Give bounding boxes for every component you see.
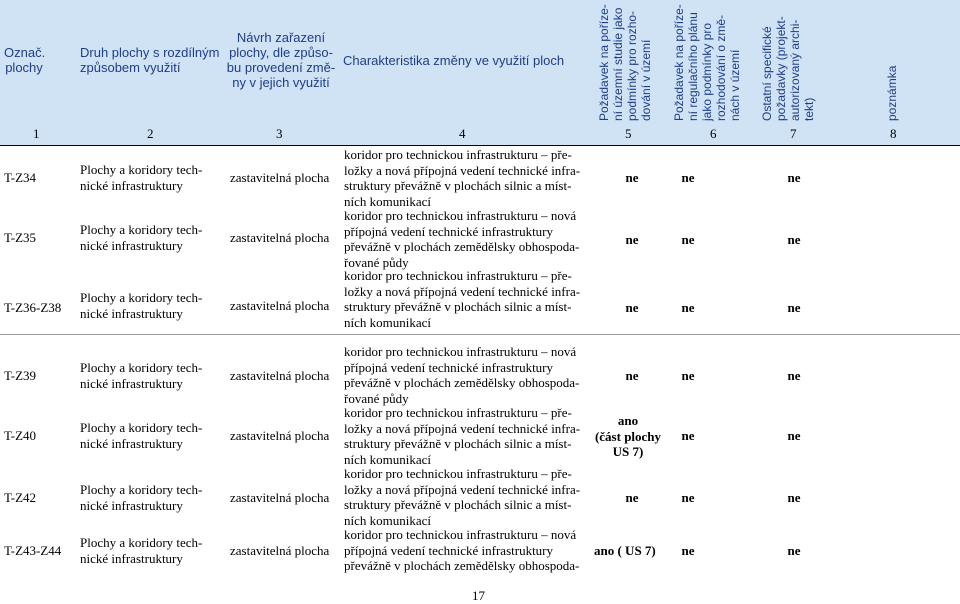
row-area-type — [80, 535, 210, 566]
colnum-4: 4 — [459, 126, 466, 141]
row-area-type-line1: Plochy a koridory tech- — [80, 482, 203, 497]
row-req-regulation: ne — [681, 300, 695, 315]
row-proposal: zastavitelná plocha — [230, 543, 330, 558]
row-area-type — [80, 420, 210, 451]
row-proposal: zastavitelná plocha — [230, 170, 330, 185]
req-special-line2: (část plochy — [594, 428, 662, 444]
row-description: koridor pro technickou infrastrukturu – pře- ložky a nová přípojná vedení technické infra- struktury převážně v plochách silnic a míst- ních komunikací — [344, 147, 581, 209]
header-proposal — [225, 30, 337, 90]
row-req-study-special: ano ( US 7) — [594, 543, 656, 558]
row-req-regulation: ne — [681, 428, 695, 443]
header-regulation-plan — [672, 0, 754, 123]
row-req-regulation: ne — [681, 490, 695, 505]
row-area-type-line2: nické infrastruktury — [80, 237, 183, 253]
row-req-regulation: ne — [681, 232, 695, 247]
header-regulation-plan-text: Požadavek na poříze- ní regulačního plánu jako podmínky pro rozhodování o změ- nách v území — [672, 4, 742, 121]
header-code — [4, 45, 44, 75]
row-code: T-Z40 — [4, 428, 37, 443]
req-special-line1: ano — [617, 413, 639, 428]
row-req-study-special — [588, 413, 668, 460]
row-proposal: zastavitelná plocha — [230, 490, 330, 505]
column-number-row — [0, 123, 960, 146]
header-code-line1: Označ. — [4, 45, 46, 60]
row-area-type-line2: nické infrastruktury — [80, 435, 183, 451]
row-req-study: ne — [625, 368, 639, 383]
row-area-type-line1: Plochy a koridory tech- — [80, 535, 203, 550]
row-code: T-Z39 — [4, 368, 37, 383]
colnum-6: 6 — [710, 126, 717, 141]
header-study-requirement-text: Požadavek na poříze- ní územní studie jako podmínky pro rozho- dování v území — [597, 4, 653, 121]
colnum-8: 8 — [890, 126, 897, 141]
header-study-requirement — [597, 0, 665, 123]
row-proposal: zastavitelná plocha — [230, 230, 330, 245]
colnum-5: 5 — [625, 126, 632, 141]
row-req-other: ne — [787, 232, 801, 247]
header-note-text: poznámka — [885, 65, 899, 121]
row-req-other: ne — [787, 368, 801, 383]
header-area-type — [80, 45, 230, 75]
row-proposal: zastavitelná plocha — [230, 368, 330, 383]
colnum-7: 7 — [790, 126, 797, 141]
row-description: koridor pro technickou infrastrukturu – pře- ložky a nová přípojná vedení technické infra- struktury převážně v plochách silnic a míst- ních komunikací — [344, 466, 581, 528]
colnum-2: 2 — [147, 126, 154, 141]
row-area-type — [80, 222, 210, 253]
colnum-3: 3 — [276, 126, 283, 141]
row-description: koridor pro technickou infrastrukturu – pře- ložky a nová přípojná vedení technické infra- struktury převážně v plochách silnic a míst- ních komunikací — [344, 405, 581, 467]
row-area-type — [80, 482, 210, 513]
row-proposal: zastavitelná plocha — [230, 428, 330, 443]
row-req-study: ne — [625, 490, 639, 505]
row-description: koridor pro technickou infrastrukturu – nová přípojná vedení technické infrastruktury převážně v plochách zemědělsky obhospoda- řované půdy — [344, 344, 580, 406]
row-area-type-line2: nické infrastruktury — [80, 375, 183, 391]
row-area-type-line1: Plochy a koridory tech- — [80, 222, 203, 237]
row-area-type-line2: nické infrastruktury — [80, 497, 183, 513]
row-area-type — [80, 162, 210, 193]
colnum-1: 1 — [33, 126, 40, 141]
row-area-type-line1: Plochy a koridory tech- — [80, 290, 203, 305]
row-req-other: ne — [787, 428, 801, 443]
row-req-study: ne — [625, 300, 639, 315]
req-special-line3: US 7) — [612, 444, 644, 459]
row-req-other: ne — [787, 543, 801, 558]
header-proposal-line3: bu provedení změ- — [226, 60, 336, 75]
row-req-regulation: ne — [681, 170, 695, 185]
row-area-type-line1: Plochy a koridory tech- — [80, 162, 203, 177]
row-area-type-line1: Plochy a koridory tech- — [80, 420, 203, 435]
header-other-requirements-text: Ostatní specifické požadavky (projekt- autorizovaný archi- tekt) — [760, 16, 816, 121]
row-area-type — [80, 290, 210, 321]
row-req-study: ne — [625, 170, 639, 185]
row-code: T-Z34 — [4, 170, 37, 185]
row-req-regulation: ne — [681, 543, 695, 558]
header-area-type-line1: Druh plochy s rozdílným — [80, 45, 220, 60]
row-code: T-Z43-Z44 — [4, 543, 62, 558]
row-code: T-Z42 — [4, 490, 37, 505]
header-proposal-line4: ny v jejich využití — [232, 75, 330, 90]
row-description: koridor pro technickou infrastrukturu – nová přípojná vedení technické infrastruktury převážně v plochách zemědělsky obhospoda- — [344, 527, 580, 573]
row-req-regulation: ne — [681, 368, 695, 383]
row-area-type-line2: nické infrastruktury — [80, 177, 183, 193]
row-req-study: ne — [625, 232, 639, 247]
row-area-type — [80, 360, 210, 391]
header-note — [885, 0, 905, 123]
row-description: koridor pro technickou infrastrukturu – nová přípojná vedení technické infrastruktury převážně v plochách zemědělsky obhospoda- řované půdy — [344, 208, 580, 270]
row-req-other: ne — [787, 300, 801, 315]
header-other-requirements — [760, 0, 830, 123]
header-area-type-line2: způsobem využití — [80, 60, 181, 75]
header-code-line2: plochy — [5, 60, 43, 75]
row-req-other: ne — [787, 170, 801, 185]
row-area-type-line2: nické infrastruktury — [80, 550, 183, 566]
header-characteristics: Charakteristika změny ve využití ploch — [343, 53, 565, 68]
row-area-type-line1: Plochy a koridory tech- — [80, 360, 203, 375]
row-proposal: zastavitelná plocha — [230, 298, 330, 313]
row-req-other: ne — [787, 490, 801, 505]
row-code: T-Z35 — [4, 230, 37, 245]
header-proposal-line1: Návrh zařazení — [236, 30, 326, 45]
header-proposal-line2: plochy, dle způso- — [229, 45, 333, 60]
page-number: 17 — [472, 588, 485, 603]
row-description: koridor pro technickou infrastrukturu – pře- ložky a nová přípojná vedení technické infra- struktury převážně v plochách silnic a míst- ních komunikací — [344, 268, 581, 330]
row-area-type-line2: nické infrastruktury — [80, 305, 183, 321]
row-code: T-Z36-Z38 — [4, 300, 62, 315]
group-divider — [0, 334, 960, 335]
